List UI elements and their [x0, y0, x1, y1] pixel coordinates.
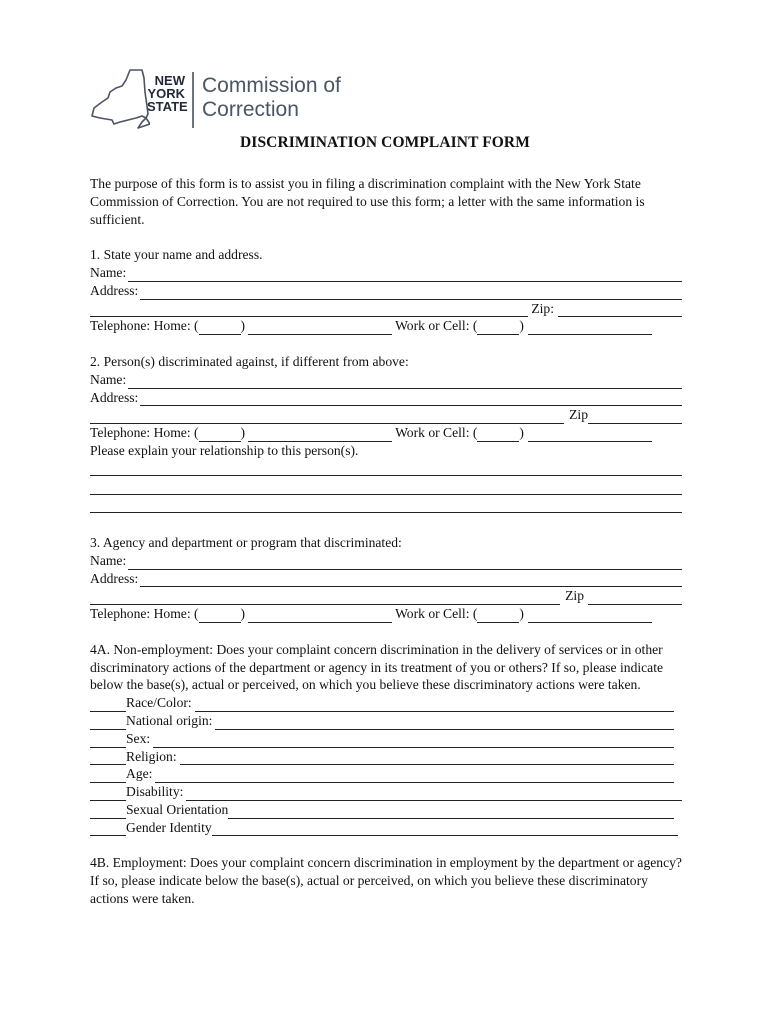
agency-name-field[interactable]: [128, 556, 682, 570]
home-phone-field[interactable]: [248, 321, 392, 335]
basis-label: Race/Color:: [126, 695, 192, 711]
basis-check-field[interactable]: [90, 769, 126, 783]
basis-label: Religion:: [126, 748, 177, 764]
address-label: Address:: [90, 570, 139, 586]
basis-label: Disability:: [126, 784, 184, 800]
tel-home-label: Telephone: Home: (: [90, 318, 199, 334]
basis-detail-field[interactable]: [228, 805, 674, 819]
new-york-state-map-icon: [90, 68, 150, 130]
tel-home-label: Telephone: Home: (: [90, 425, 199, 441]
home-phone-field[interactable]: [248, 609, 392, 623]
work-phone-field[interactable]: [528, 609, 652, 623]
basis-row: [90, 730, 682, 748]
basis-row: [90, 783, 682, 801]
basis-row: [90, 801, 682, 819]
section2-name-row: [90, 371, 682, 389]
relationship-line[interactable]: [90, 479, 682, 495]
zip-field[interactable]: [558, 303, 682, 317]
section2-address-row: [90, 389, 682, 407]
section3-name-row: [90, 552, 682, 570]
section1-phone-row: Telephone: Home: ( ) Work or Cell: ( ): [90, 317, 682, 335]
logo-state-line: YORK: [147, 86, 185, 101]
section3-heading: 3. Agency and department or program that discriminated:: [90, 534, 402, 550]
logo-state-text: [147, 73, 188, 114]
basis-row: [90, 694, 682, 712]
home-area-code-field[interactable]: [199, 428, 241, 442]
basis-label: Sexual Orientation: [126, 801, 229, 817]
section4b-text: 4B. Employment: Does your complaint concern discrimination in employment by the department or agency? If so, please indicate below the base(s), actual or perceived, on which you believe these discriminatory actions were taken.: [90, 855, 682, 906]
name-label: Name:: [90, 552, 127, 568]
agency-zip-field[interactable]: [588, 591, 682, 605]
basis-label: National origin:: [126, 712, 213, 728]
work-area-code-field[interactable]: [477, 609, 519, 623]
basis-label: Gender Identity: [126, 819, 212, 835]
zip-label: Zip: [569, 407, 588, 423]
relationship-line[interactable]: [90, 460, 682, 476]
zip-label: Zip:: [531, 300, 554, 316]
section2-zip-row: [90, 406, 682, 424]
person-zip-field[interactable]: [588, 410, 682, 424]
basis-detail-field[interactable]: [186, 787, 682, 801]
basis-check-field[interactable]: [90, 751, 126, 765]
basis-row: [90, 819, 682, 837]
agency-address-field[interactable]: [140, 573, 682, 587]
work-label: Work or Cell: (: [395, 606, 478, 622]
work-phone-field[interactable]: [528, 428, 652, 442]
name-field[interactable]: [128, 268, 682, 282]
relationship-prompt: Please explain your relationship to this person(s).: [90, 442, 359, 458]
work-label: Work or Cell: (: [395, 318, 478, 334]
basis-row: [90, 712, 682, 730]
section1-zip-row: [90, 300, 682, 318]
person-address-line2-field[interactable]: [90, 410, 564, 424]
address-label: Address:: [90, 389, 139, 405]
person-address-field[interactable]: [140, 392, 682, 406]
basis-detail-field[interactable]: [155, 769, 674, 783]
logo-state-line: NEW: [154, 73, 185, 88]
intro-paragraph: The purpose of this form is to assist you in filing a discrimination complaint with the New York State Commission of Correction. You are not required to use this form; a letter with the same information is sufficient.: [90, 176, 645, 227]
basis-check-field[interactable]: [90, 805, 126, 819]
person-name-field[interactable]: [128, 375, 682, 389]
agency-address-line2-field[interactable]: [90, 591, 560, 605]
section3-zip-row: [90, 587, 682, 605]
section2-heading: 2. Person(s) discriminated against, if different from above:: [90, 353, 409, 369]
work-area-code-field[interactable]: [477, 321, 519, 335]
work-area-code-field[interactable]: [477, 428, 519, 442]
basis-check-field[interactable]: [90, 734, 126, 748]
home-area-code-field[interactable]: [199, 321, 241, 335]
section2-phone-row: Telephone: Home: ( ) Work or Cell: ( ): [90, 424, 682, 442]
zip-label: Zip: [565, 588, 584, 604]
page-title: DISCRIMINATION COMPLAINT FORM: [240, 134, 530, 151]
section1-name-row: [90, 264, 682, 282]
logo-state-line: STATE: [147, 99, 188, 114]
basis-check-field[interactable]: [90, 822, 126, 836]
form-body: [90, 175, 682, 908]
basis-check-field[interactable]: [90, 698, 126, 712]
basis-check-field[interactable]: [90, 716, 126, 730]
logo-agency-name: [202, 74, 341, 122]
basis-detail-field[interactable]: [153, 734, 674, 748]
logo-agency-line: Correction: [202, 98, 299, 121]
section1-address-row: [90, 282, 682, 300]
work-phone-field[interactable]: [528, 321, 652, 335]
basis-detail-field[interactable]: [180, 751, 674, 765]
logo-divider: [192, 72, 194, 128]
name-label: Name:: [90, 371, 127, 387]
tel-home-label: Telephone: Home: (: [90, 606, 199, 622]
relationship-line[interactable]: [90, 497, 682, 513]
basis-detail-field[interactable]: [215, 716, 674, 730]
address-label: Address:: [90, 282, 139, 298]
section3-phone-row: Telephone: Home: ( ) Work or Cell: ( ): [90, 605, 682, 623]
address-field[interactable]: [140, 286, 682, 300]
basis-detail-field[interactable]: [212, 822, 678, 836]
logo-agency-line: Commission of: [202, 74, 341, 97]
section4a-text: 4A. Non-employment: Does your complaint concern discrimination in the delivery of services or in other discriminatory actions of the department or agency in its treatment of you or others? If so, please indicate below the base(s), actual or perceived, on which you believe these discriminatory actions were taken.: [90, 641, 664, 693]
basis-row: [90, 765, 682, 783]
home-phone-field[interactable]: [248, 428, 392, 442]
name-label: Name:: [90, 264, 127, 280]
section1-heading: 1. State your name and address.: [90, 247, 263, 263]
basis-label: Age:: [126, 766, 153, 782]
basis-check-field[interactable]: [90, 787, 126, 801]
basis-detail-field[interactable]: [195, 698, 674, 712]
basis-row: [90, 748, 682, 766]
home-area-code-field[interactable]: [199, 609, 241, 623]
section3-address-row: [90, 570, 682, 588]
work-label: Work or Cell: (: [395, 425, 478, 441]
address-line2-field[interactable]: [90, 303, 528, 317]
basis-label: Sex:: [126, 730, 151, 746]
agency-logo: [90, 64, 390, 134]
